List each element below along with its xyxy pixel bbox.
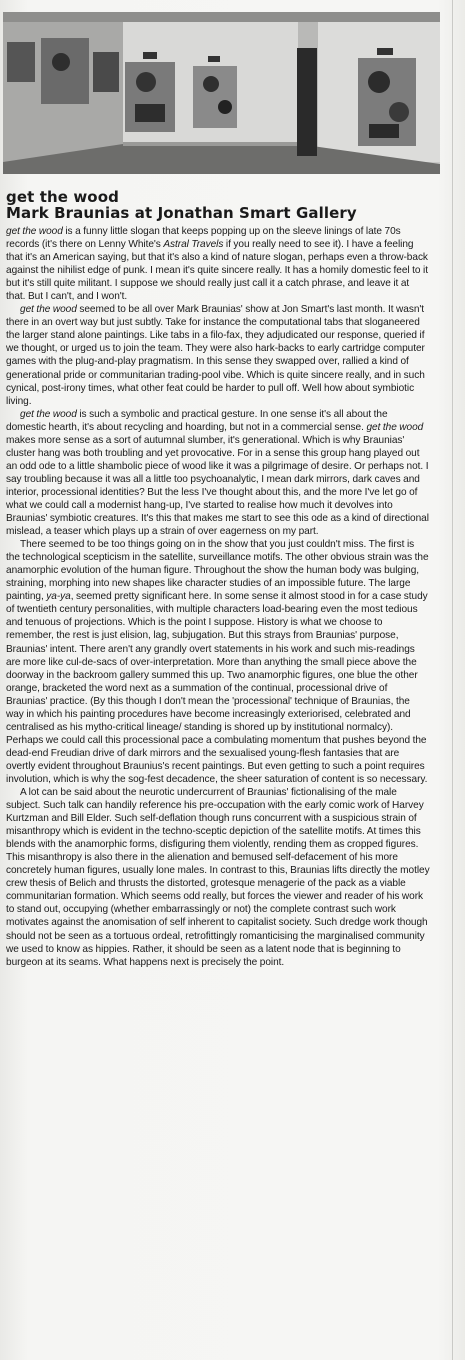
text-run: is a funny little slogan that keeps popping up on the sleeve linings of late 70s records (it's there on Lenny White's [6, 226, 401, 251]
text-run: seemed to be all over Mark Braunias' show at Jon Smart's last month. It wasn't there in an overt way but just subtly. Take for instance the computational tabs that sloganeered the larger stand alone paintings. Like tabs in a filo-fax, they adjudicated our response, queried if we thought, or urged us to join the team. They were also hark-backs to early cartridge computer games with the plug-and-play pragmatism. In this sense they swapped over, rallied a kind of generational pride or communitarian trading-pool vibe. Which is quite sincere really, and in such cynical, post-irony times, what other feat could be harder to pull off. Well how about symbiotic living. [6, 304, 425, 407]
gallery-photo-illustration [3, 12, 440, 174]
page-edge-rule [452, 0, 453, 1360]
article-body [6, 225, 430, 969]
italic-phrase: get the wood [366, 421, 424, 433]
article-subtitle: Mark Braunias at Jonathan Smart Gallery [6, 204, 357, 222]
italic-phrase: get the wood [20, 304, 77, 316]
text-run: is such a symbolic and practical gesture. In one sense it's all about the domestic hearth, it's about recycling and hoarding, but not in a commercial sense. [6, 408, 388, 433]
italic-phrase: ya-ya [46, 591, 71, 603]
paragraph-2 [6, 303, 430, 407]
text-run: A lot can be said about the neurotic undercurrent of Braunias' fictionalising of the male subject. Such talk can handily reference his pre-occupation with the early comic work of Harvey Kurtzman and Bill Elder. Such self-deflation though runs concurrent with a suspicious strain of misanthropy which is evident in the techno-sceptic depiction of the satellite motifs. At times this blends with the anamorphic forms, disfiguring them violently, rending them as cropped figures. This misanthropy is also there in the alienation and bemused self-defacement of his more concretely human figures, usually lone males. In contrast to this, Braunias lifts directly the motley crew thesis of Belich and thrusts the distorted, grotesque menagerie of the pack as a viable communitarian formation. Which seems odd really, but forces the viewer and reader of his work to stand out, occupying (whether embarrassingly or not) the complete contrast such work motivates against the anomisation of self inherent to capitalist society. Such dredge work though should not be seen as a tortuous ordeal, retrofittingly romanticising the marginalised community we used to know as hippies. Rather, it should be seen as a latent node that is beginning to burgeon at its seams. What happens next is precisely the point. [6, 787, 430, 968]
paragraph-1 [6, 225, 430, 303]
paragraph-5 [6, 786, 430, 969]
italic-phrase: get the wood [20, 408, 77, 420]
italic-phrase: Astral Travels [163, 239, 224, 251]
paragraph-3 [6, 408, 430, 538]
article [6, 189, 430, 969]
gallery-installation-photo [3, 12, 440, 174]
text-run: , seemed pretty significant here. In some sense it almost stood in for a case study of twentieth century personalities, with multiple characters load-bearing even the most tedious and tenuous of projections. Which is the point I suppose. History is what we choose to remember, the rest is just elision, lag, subjugation. But this strays from Braunias' purpose, Braunias' intent. There aren't any grandly overt statements in his work and such mis-readings are more like cul-de-sacs of over-interpretation. More than anything the small piece above the doorway in the backroom gallery summed this up. Two anamorphic figures, one blue the other orange, bracketed the word next as a summation of the continual, processional drive of Braunias' practice. (By this though I don't mean the 'processional' technique of Braunias, the way in which his painting procedures have become increasingly exteriorised, celebrated and centralised as his mytho-critical lineage/ standing is shored up by institutional normalcy). Perhaps we could call this processional pace a combulating momentum that pushes beyond the dead-end Freudian drive of dark mirrors and the sexualised young-flesh fantasies that are overtly evident throughout Braunius's recent paintings. But even getting to such a point requires involution, which is why the sog-fest decadence, the sheer saturation of content is so necessary. [6, 591, 428, 785]
article-title: get the wood [6, 188, 119, 206]
text-run: makes more sense as a sort of autumnal slumber, it's generational. Which is why Braunias' cluster hang was both troubling and yet provocative. For in a sense this group hang played out an odd ode to a little shambolic piece of wood like it was a pilgrimage of desire. Or perhaps not. I say troubling because it was all a little too psychoanalytic, I mean dark mirrors, dark caves and interior, processional identities? But the less I've thought about this, and the more I've let go of what we could call a modernist hang-up, I've started to realise how much it devolves into Braunias' symbiotic creatures. It's this that makes me start to see this ode as a kind of directional mislead, a teaser which plays up a strain of over eagerness on my part. [6, 434, 429, 538]
paragraph-4 [6, 538, 430, 786]
text-run: There seemed to be too things going on in the show that you just couldn't miss. The first is the technological scepticism in the satellite, surveillance motifs. The other obvious strain was the anamorphic evolution of the human figure. Throughout the show the human body was bulging, straining, morphing into new shapes like character studies of an impossible future. The large painting, [6, 539, 429, 603]
text-run: if you really need to see it). I have a feeling that it's an American saying, but that it's also a kind of nature slogan, perhaps even a throw-back against the nihilist edge of punk. I mean it's quite sincere really. It has a homily domestic feel to it but it's still quite militant. I suppose we should really just call it a catch phrase, and leave it at that. But I can't, and I won't. [6, 239, 428, 303]
italic-phrase: get the wood [6, 226, 63, 237]
